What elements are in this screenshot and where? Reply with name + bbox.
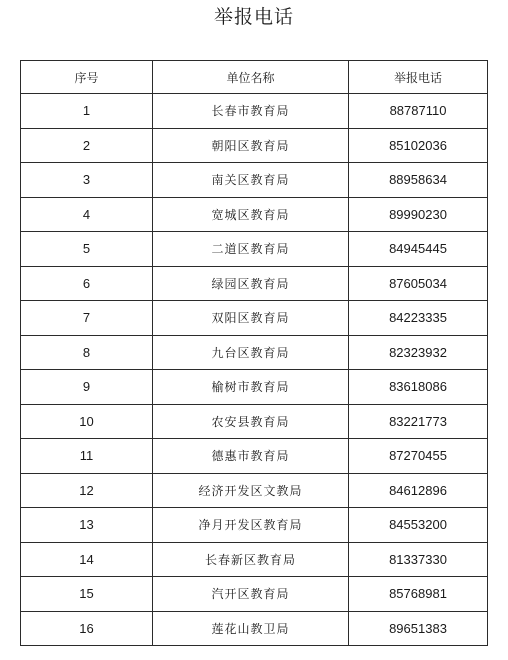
table-body xyxy=(21,94,488,646)
seq-cell: 3 xyxy=(21,163,153,198)
table-row xyxy=(21,163,488,198)
unit-cell: 二道区教育局 xyxy=(153,232,349,267)
table-row xyxy=(21,128,488,163)
seq-cell: 8 xyxy=(21,335,153,370)
unit-cell: 南关区教育局 xyxy=(153,163,349,198)
seq-cell: 10 xyxy=(21,404,153,439)
table-row xyxy=(21,232,488,267)
table-header-row xyxy=(21,61,488,94)
header-phone: 举报电话 xyxy=(349,61,488,94)
phone-cell: 84223335 xyxy=(349,301,488,336)
phone-cell: 84553200 xyxy=(349,508,488,543)
phone-cell: 84945445 xyxy=(349,232,488,267)
unit-cell: 莲花山教卫局 xyxy=(153,611,349,646)
phone-cell: 89990230 xyxy=(349,197,488,232)
table-row xyxy=(21,266,488,301)
unit-cell: 德惠市教育局 xyxy=(153,439,349,474)
table-row xyxy=(21,335,488,370)
unit-cell: 长春市教育局 xyxy=(153,94,349,129)
phone-cell: 87605034 xyxy=(349,266,488,301)
unit-cell: 经济开发区文教局 xyxy=(153,473,349,508)
phone-cell: 88787110 xyxy=(349,94,488,129)
seq-cell: 13 xyxy=(21,508,153,543)
phone-cell: 83221773 xyxy=(349,404,488,439)
table-row xyxy=(21,611,488,646)
seq-cell: 15 xyxy=(21,577,153,612)
page-title: 举报电话 xyxy=(213,6,294,28)
unit-cell: 长春新区教育局 xyxy=(153,542,349,577)
unit-cell: 汽开区教育局 xyxy=(153,577,349,612)
phone-cell: 87270455 xyxy=(349,439,488,474)
table-row xyxy=(21,370,488,405)
seq-cell: 12 xyxy=(21,473,153,508)
unit-cell: 九台区教育局 xyxy=(153,335,349,370)
seq-cell: 6 xyxy=(21,266,153,301)
seq-cell: 11 xyxy=(21,439,153,474)
phone-cell: 81337330 xyxy=(349,542,488,577)
phone-cell: 82323932 xyxy=(349,335,488,370)
table-row xyxy=(21,439,488,474)
seq-cell: 9 xyxy=(21,370,153,405)
table-row xyxy=(21,542,488,577)
seq-cell: 7 xyxy=(21,301,153,336)
seq-cell: 5 xyxy=(21,232,153,267)
phone-cell: 85102036 xyxy=(349,128,488,163)
unit-cell: 榆树市教育局 xyxy=(153,370,349,405)
table-row xyxy=(21,94,488,129)
table-row xyxy=(21,197,488,232)
seq-cell: 16 xyxy=(21,611,153,646)
phone-cell: 85768981 xyxy=(349,577,488,612)
seq-cell: 4 xyxy=(21,197,153,232)
phone-cell: 88958634 xyxy=(349,163,488,198)
unit-cell: 双阳区教育局 xyxy=(153,301,349,336)
phone-cell: 84612896 xyxy=(349,473,488,508)
unit-cell: 宽城区教育局 xyxy=(153,197,349,232)
unit-cell: 绿园区教育局 xyxy=(153,266,349,301)
table-row xyxy=(21,508,488,543)
table-row xyxy=(21,301,488,336)
seq-cell: 2 xyxy=(21,128,153,163)
table-row xyxy=(21,404,488,439)
unit-cell: 朝阳区教育局 xyxy=(153,128,349,163)
unit-cell: 农安县教育局 xyxy=(153,404,349,439)
header-unit: 单位名称 xyxy=(153,61,349,94)
table-row xyxy=(21,473,488,508)
seq-cell: 1 xyxy=(21,94,153,129)
seq-cell: 14 xyxy=(21,542,153,577)
hotline-table xyxy=(20,60,488,646)
unit-cell: 净月开发区教育局 xyxy=(153,508,349,543)
phone-cell: 83618086 xyxy=(349,370,488,405)
phone-cell: 89651383 xyxy=(349,611,488,646)
header-seq: 序号 xyxy=(21,61,153,94)
table-row xyxy=(21,577,488,612)
